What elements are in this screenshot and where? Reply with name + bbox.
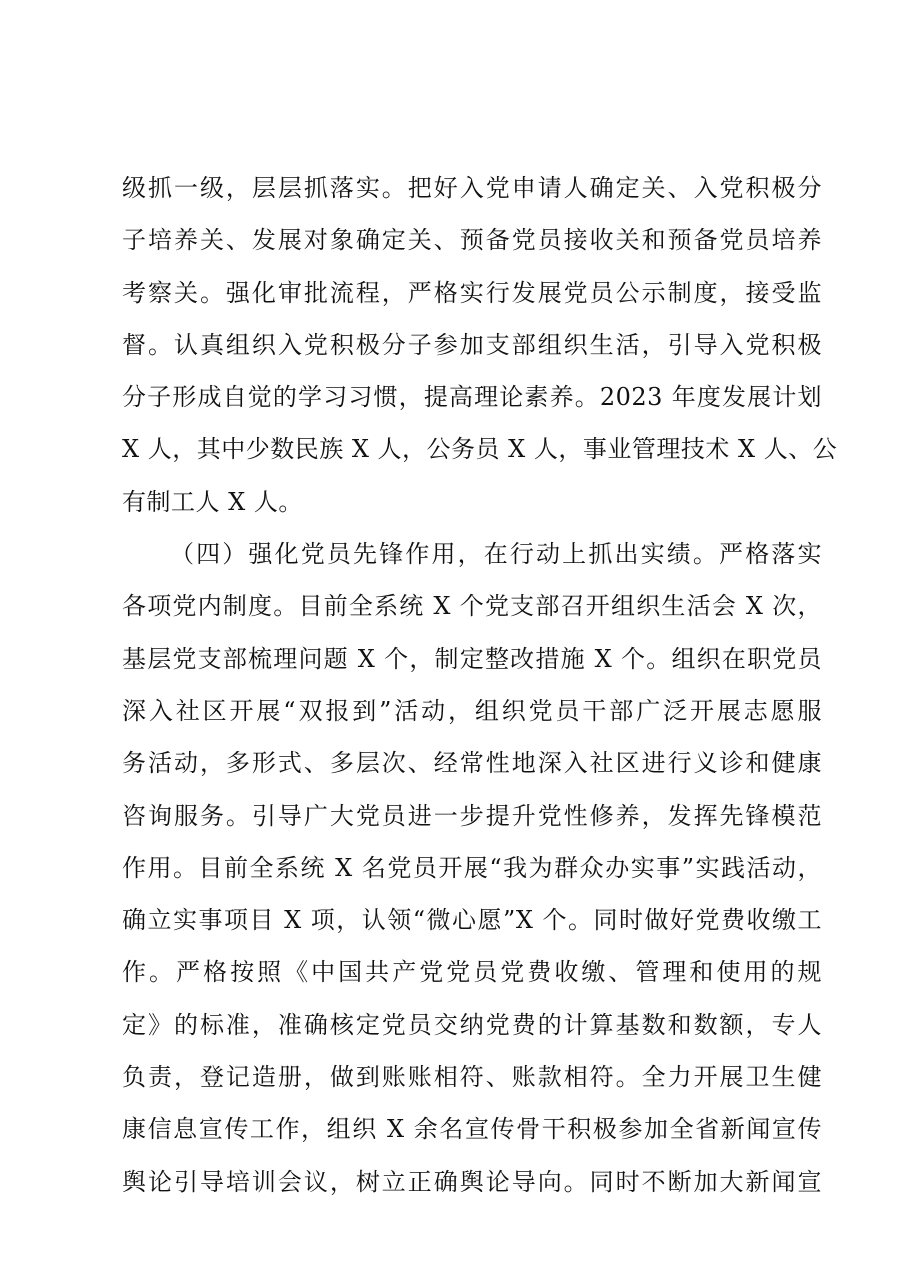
text-line: 负责，登记造册，做到账账相符、账款相符。全力开展卫生健	[122, 1063, 822, 1092]
text-line: 深入社区开展“双报到”活动，组织党员干部广泛开展志愿服	[122, 696, 822, 725]
text-line: 定》的标准，准确核定党员交纳党费的计算基数和数额，专人	[122, 1010, 822, 1039]
text-line: 作用。目前全系统 X 名党员开展“我为群众办实事”实践活动，	[122, 853, 822, 882]
text-line: 基层党支部梳理问题 X 个，制定整改措施 X 个。组织在职党员	[122, 644, 822, 673]
text-line: X 人，其中少数民族 X 人，公务员 X 人，事业管理技术 X 人、公	[122, 435, 838, 464]
text-line: 康信息宣传工作，组织 X 余名宣传骨干积极参加全省新闻宣传	[122, 1115, 822, 1144]
text-line: 咨询服务。引导广大党员进一步提升党性修养，发挥先锋模范	[122, 801, 822, 830]
text-line: 子培养关、发展对象确定关、预备党员接收关和预备党员培养	[122, 226, 822, 255]
text-line: 各项党内制度。目前全系统 X 个党支部召开组织生活会 X 次，	[122, 592, 822, 621]
text-line: 分子形成自觉的学习习惯，提高理论素养。2023 年度发展计划	[122, 383, 822, 412]
text-line: 舆论引导培训会议，树立正确舆论导向。同时不断加大新闻宣	[122, 1167, 822, 1196]
text-line: 考察关。强化审批流程，严格实行发展党员公示制度，接受监	[122, 278, 822, 307]
text-line: 有制工人 X 人。	[122, 487, 303, 516]
text-line: 务活动，多形式、多层次、经常性地深入社区进行义诊和健康	[122, 749, 822, 778]
text-line: 确立实事项目 X 项，认领“微心愿”X 个。同时做好党费收缴工	[122, 906, 822, 935]
text-line: 督。认真组织入党积极分子参加支部组织生活，引导入党积极	[122, 330, 822, 359]
section-heading-line: （四）强化党员先锋作用，在行动上抓出实绩。严格落实	[170, 540, 822, 569]
text-line: 作。严格按照《中国共产党党员党费收缴、管理和使用的规	[122, 958, 822, 987]
text-line: 级抓一级，层层抓落实。把好入党申请人确定关、入党积极分	[122, 174, 822, 202]
body-text	[122, 162, 838, 1208]
